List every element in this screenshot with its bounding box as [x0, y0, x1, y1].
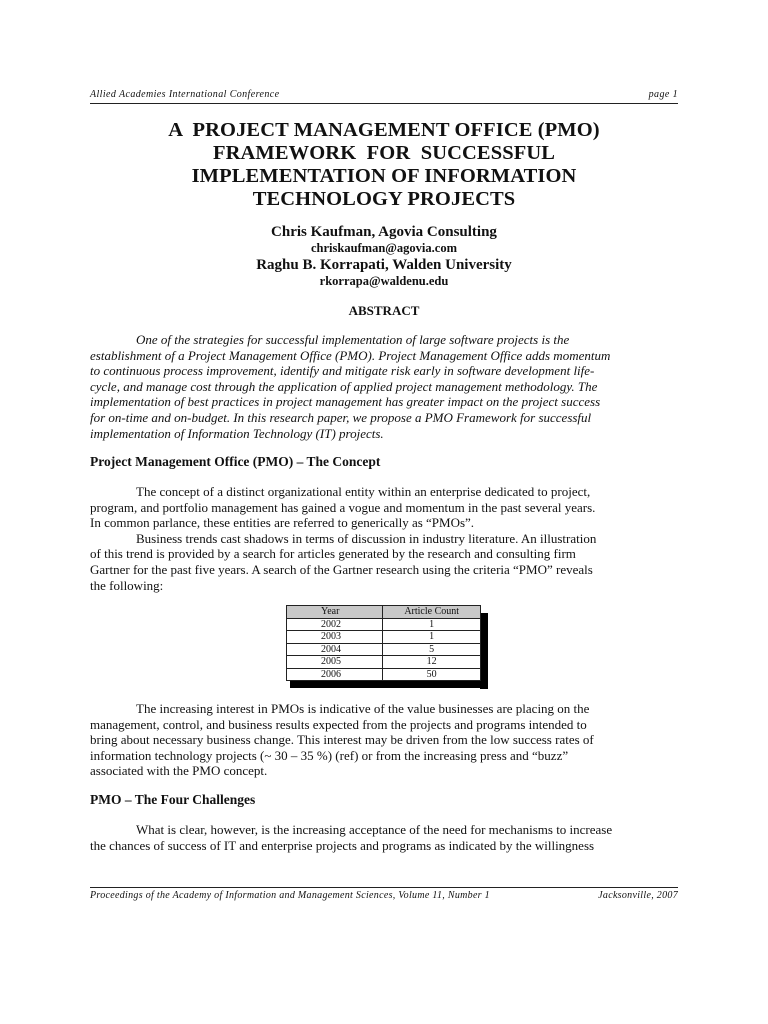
abstract-line: implementation of Information Technology (IT) projects.: [90, 425, 384, 441]
abstract-line: to continuous process improvement, identify and mitigate risk early in software development life-: [90, 363, 595, 379]
cell-count: 1: [383, 618, 481, 631]
table-row: [287, 668, 481, 681]
section-heading-challenges: PMO – The Four Challenges: [90, 792, 256, 807]
table-row: [287, 631, 481, 644]
title-line: FRAMEWORK FOR SUCCESSFUL: [212, 142, 555, 164]
header-page-number: page 1: [648, 89, 678, 100]
table-row: [287, 643, 481, 656]
abstract-line: establishment of a Project Management Office (PMO). Project Management Office adds momentum: [90, 347, 611, 363]
body-line: In common parlance, these entities are referred to generically as “PMOs”.: [90, 515, 475, 531]
abstract-line: implementation of best practices in project management has greater impact on the project success: [90, 394, 601, 410]
cell-count: 50: [383, 668, 481, 681]
header-conference: Allied Academies International Conference: [90, 89, 280, 100]
footer-proceedings: Proceedings of the Academy of Information and Management Sciences, Volume 11, Number 1: [90, 890, 490, 901]
author-email: chriskaufman@agovia.com: [310, 241, 457, 255]
paper-title: [90, 119, 678, 211]
abstract-line: for on-time and on-budget. In this research paper, we propose a PMO Framework for successful: [90, 409, 592, 425]
abstract-body: [90, 332, 678, 441]
table-row: [287, 656, 481, 669]
abstract-line: cycle, and manage cost through the application of applied project management methodology. The: [90, 378, 598, 394]
body-line: The increasing interest in PMOs is indicative of the value businesses are placing on the: [136, 701, 590, 716]
cell-year: 2003: [287, 631, 383, 644]
article-count-table: [286, 605, 482, 681]
gartner-table: [286, 605, 481, 681]
column-header-year: Year: [287, 606, 383, 619]
author-name: Chris Kaufman, Agovia Consulting: [271, 224, 497, 240]
author-block: [90, 223, 678, 289]
cell-count: 1: [383, 631, 481, 644]
cell-count: 12: [383, 656, 481, 669]
challenges-paragraph-1: [90, 822, 678, 853]
cell-year: 2005: [287, 656, 383, 669]
column-header-count: Article Count: [383, 606, 481, 619]
abstract-line: One of the strategies for successful implementation of large software projects is the: [136, 332, 570, 347]
concept-paragraph-3: [90, 701, 678, 779]
title-line: IMPLEMENTATION OF INFORMATION: [191, 165, 577, 187]
header-rule: [90, 103, 678, 104]
body-line: associated with the PMO concept.: [90, 763, 268, 779]
body-line: of this trend is provided by a search for articles generated by the research and consulting firm: [90, 546, 576, 562]
body-line: the following:: [90, 577, 164, 593]
table-shadow: [480, 613, 488, 689]
cell-year: 2004: [287, 643, 383, 656]
abstract-heading: ABSTRACT: [348, 303, 420, 318]
cell-count: 5: [383, 643, 481, 656]
cell-year: 2006: [287, 668, 383, 681]
running-header: [90, 89, 678, 100]
title-line: TECHNOLOGY PROJECTS: [252, 188, 516, 210]
table-shadow: [290, 680, 488, 688]
author-email: rkorrapa@waldenu.edu: [319, 274, 449, 288]
title-line: A PROJECT MANAGEMENT OFFICE (PMO): [168, 119, 600, 141]
concept-paragraph-1: [90, 484, 678, 593]
body-line: Business trends cast shadows in terms of discussion in industry literature. An illustration: [136, 530, 597, 546]
body-line: the chances of success of IT and enterprise projects and programs as indicated by the willingness: [90, 837, 595, 853]
footer-location-year: Jacksonville, 2007: [598, 890, 678, 901]
body-line: information technology projects (~ 30 – 35 %) (ref) or from the increasing press and “buzz”: [90, 747, 569, 763]
body-line: What is clear, however, is the increasing acceptance of the need for mechanisms to increase: [136, 822, 613, 837]
table-row: [287, 618, 481, 631]
body-line: program, and portfolio management has gained a vogue and momentum in the past several years.: [90, 499, 596, 515]
section-heading-concept: Project Management Office (PMO) – The Concept: [90, 454, 381, 469]
body-line: bring about necessary business change. This interest may be driven from the low success rates of: [90, 732, 594, 748]
running-footer: [90, 890, 678, 901]
cell-year: 2002: [287, 618, 383, 631]
author-name: Raghu B. Korrapati, Walden University: [256, 257, 512, 273]
body-line: The concept of a distinct organizational entity within an enterprise dedicated to project,: [136, 484, 591, 499]
body-line: Gartner for the past five years. A search of the Gartner research using the criteria “PMO” reveals: [90, 561, 593, 577]
footer-rule: [90, 887, 678, 888]
body-line: management, control, and business results expected from the projects and programs intended to: [90, 716, 587, 732]
table-header-row: [287, 606, 481, 619]
